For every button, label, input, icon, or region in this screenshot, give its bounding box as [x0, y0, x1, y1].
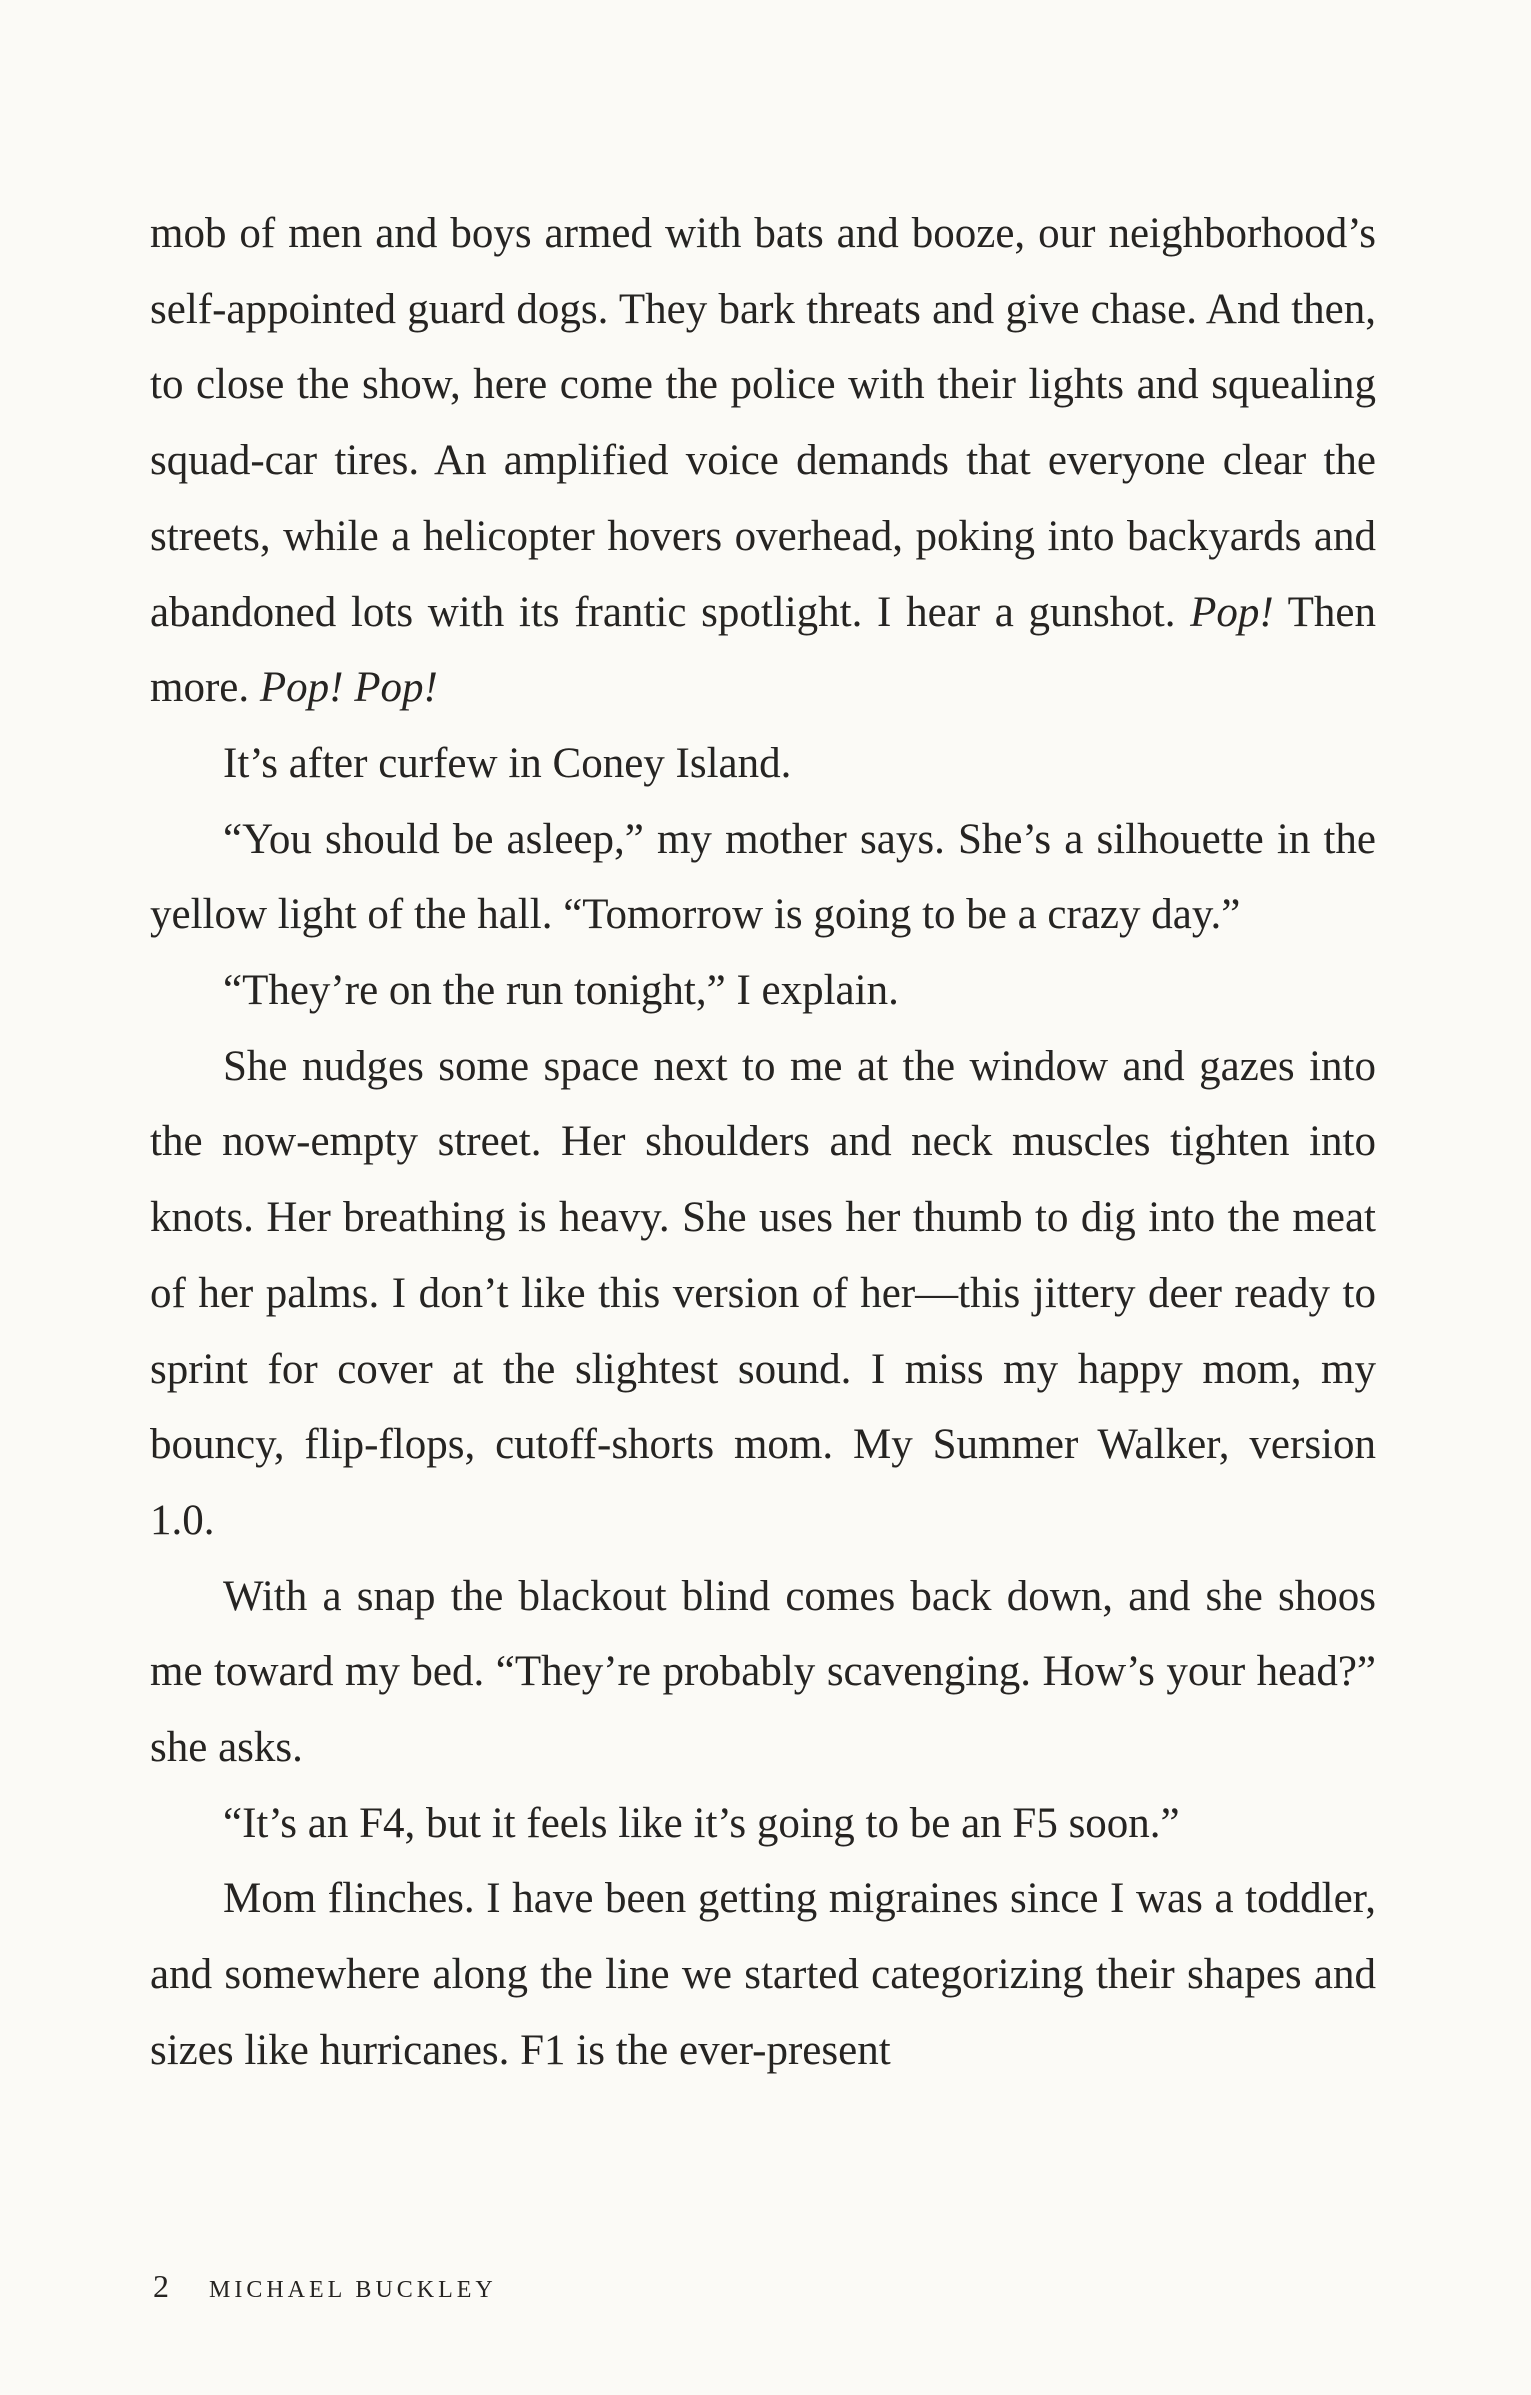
italic-text: Pop! Pop! [259, 664, 438, 712]
running-head-author: MICHAEL BUCKLEY [209, 2277, 497, 2303]
italic-text: Pop! [1190, 588, 1274, 636]
page-number: 2 [153, 2268, 169, 2304]
text-run: mob of men and boys armed with bats and booze, our neighborhood’s self-appointed guard dogs. They bark threats and give chase. And then, to close the show, here come the police with their lights and squealing squad-car tires. An amplified voice demands that everyone clear the streets, while a helicopter hovers overhead, poking into backyards and abandoned lots with its frantic spotlight. I hear a gunshot. [150, 210, 1376, 636]
page-footer [153, 2268, 497, 2305]
paragraph: “It’s an F4, but it feels like it’s going to be an F5 soon.” [223, 1799, 1180, 1847]
paragraph: It’s after curfew in Coney Island. [223, 739, 792, 787]
paragraph: “You should be asleep,” my mother says. She’s a silhouette in the yellow light of the hall. “Tomorrow is going to be a crazy day.” [150, 815, 1376, 939]
body-text [150, 196, 1376, 2089]
paragraph-continued [150, 196, 1376, 726]
paragraph: Mom flinches. I have been getting migraines since I was a toddler, and somewhere along the line we started categorizing their shapes and sizes like hurricanes. F1 is the ever-present [150, 1875, 1376, 2074]
text-run: Then more. [150, 588, 1376, 712]
paragraph: With a snap the blackout blind comes back down, and she shoos me toward my bed. “They’re probably scavenging. How’s your head?” she asks. [150, 1572, 1376, 1772]
paragraph: She nudges some space next to me at the window and gazes into the now-empty street. Her shoulders and neck muscles tighten into knots. Her breathing is heavy. She uses her thumb to dig into the meat of her palms. I don’t like this version of her—this jittery deer ready to sprint for cover at the slightest sound. I miss my happy mom, my bouncy, flip-flops, cutoff-shorts mom. My Summer Walker, version 1.0. [150, 1042, 1376, 1544]
paragraph: “They’re on the run tonight,” I explain. [223, 967, 899, 1015]
